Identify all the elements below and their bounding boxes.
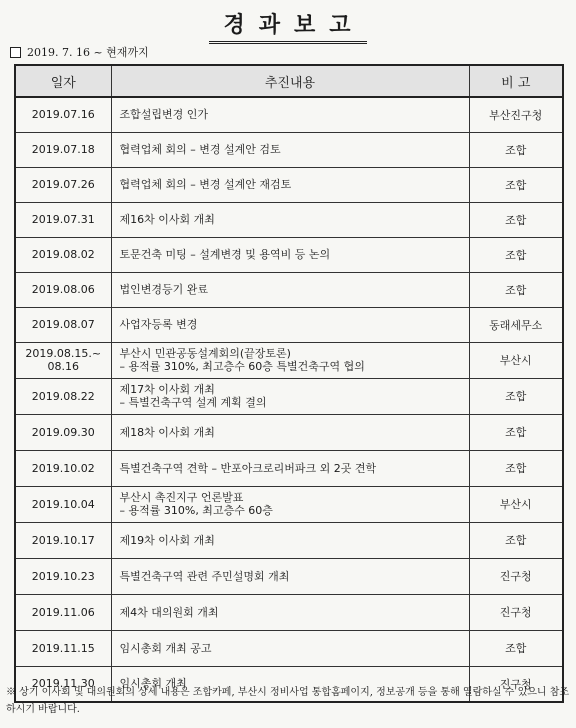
row-note: 조합 <box>469 237 563 272</box>
row-content: 임시총회 개최 <box>111 666 469 702</box>
row-content: 법인변경등기 완료 <box>111 272 469 307</box>
row-content: 제17차 이사회 개최 – 특별건축구역 설계 계획 결의 <box>111 378 469 414</box>
table-row <box>15 342 563 378</box>
row-note: 조합 <box>469 630 563 666</box>
row-date: 2019.10.02 <box>15 450 111 486</box>
row-content: 임시총회 개최 공고 <box>111 630 469 666</box>
row-date: 2019.07.31 <box>15 202 111 237</box>
table-row <box>15 167 563 202</box>
row-note: 부산시 <box>469 486 563 522</box>
row-date: 2019.07.26 <box>15 167 111 202</box>
row-date: 2019.07.16 <box>15 97 111 132</box>
row-date: 2019.11.30 <box>15 666 111 702</box>
table-row <box>15 450 563 486</box>
table-row <box>15 97 563 132</box>
row-date: 2019.08.15.~ 08.16 <box>15 342 111 378</box>
table-row <box>15 522 563 558</box>
row-note: 조합 <box>469 450 563 486</box>
row-note: 동래세무소 <box>469 307 563 342</box>
table-row <box>15 237 563 272</box>
table-row <box>15 486 563 522</box>
row-date: 2019.08.07 <box>15 307 111 342</box>
table-row <box>15 132 563 167</box>
progress-table <box>14 64 564 703</box>
row-date: 2019.11.06 <box>15 594 111 630</box>
row-date: 2019.10.04 <box>15 486 111 522</box>
period-text: 2019. 7. 16 ~ 현재까지 <box>27 46 149 59</box>
row-note: 조합 <box>469 272 563 307</box>
table-row <box>15 630 563 666</box>
row-date: 2019.10.23 <box>15 558 111 594</box>
row-note: 부산진구청 <box>469 97 563 132</box>
row-content: 부산시 촉진지구 언론발표 – 용적률 310%, 최고층수 60층 <box>111 486 469 522</box>
row-date: 2019.08.06 <box>15 272 111 307</box>
row-date: 2019.08.22 <box>15 378 111 414</box>
row-content: 사업자등록 변경 <box>111 307 469 342</box>
header-note: 비 고 <box>469 65 563 97</box>
row-note: 조합 <box>469 167 563 202</box>
row-content: 토문건축 미팅 – 설계변경 및 용역비 등 논의 <box>111 237 469 272</box>
row-content: 제18차 이사회 개최 <box>111 414 469 450</box>
row-date: 2019.09.30 <box>15 414 111 450</box>
period-line <box>10 44 149 60</box>
header-date: 일자 <box>15 65 111 97</box>
row-date: 2019.10.17 <box>15 522 111 558</box>
checkbox-icon <box>10 47 21 58</box>
row-content: 협력업체 회의 – 변경 설계안 검토 <box>111 132 469 167</box>
row-content: 협력업체 회의 – 변경 설계안 재검토 <box>111 167 469 202</box>
row-content: 제16차 이사회 개최 <box>111 202 469 237</box>
row-note: 진구청 <box>469 666 563 702</box>
table-row <box>15 307 563 342</box>
row-note: 진구청 <box>469 594 563 630</box>
row-content: 제4차 대의원회 개최 <box>111 594 469 630</box>
row-note: 조합 <box>469 414 563 450</box>
row-note: 조합 <box>469 132 563 167</box>
row-note: 진구청 <box>469 558 563 594</box>
row-date: 2019.11.15 <box>15 630 111 666</box>
table-row <box>15 378 563 414</box>
page-title: 경과보고 <box>0 8 576 44</box>
row-date: 2019.08.02 <box>15 237 111 272</box>
row-content: 부산시 민관공동설계회의(끝장토론) – 용적률 310%, 최고층수 60층 특별건축구역 협의 <box>111 342 469 378</box>
header-content: 추진내용 <box>111 65 469 97</box>
table-row <box>15 594 563 630</box>
footnote: ※ 상기 이사회 및 대의원회의 상세 내용은 조합카페, 부산시 정비사업 통합홈페이지, 정보공개 등을 통해 열람하실 수 있으니 참조하시기 바랍니다. <box>6 687 570 715</box>
table-row <box>15 272 563 307</box>
table-row <box>15 558 563 594</box>
table-row <box>15 202 563 237</box>
row-content: 조합설립변경 인가 <box>111 97 469 132</box>
table-header-row <box>15 65 563 97</box>
row-note: 조합 <box>469 378 563 414</box>
table-row <box>15 414 563 450</box>
row-content: 특별건축구역 견학 – 반포아크로리버파크 외 2곳 견학 <box>111 450 469 486</box>
row-date: 2019.07.18 <box>15 132 111 167</box>
row-content: 특별건축구역 관련 주민설명회 개최 <box>111 558 469 594</box>
row-content: 제19차 이사회 개최 <box>111 522 469 558</box>
row-note: 조합 <box>469 202 563 237</box>
row-note: 부산시 <box>469 342 563 378</box>
row-note: 조합 <box>469 522 563 558</box>
